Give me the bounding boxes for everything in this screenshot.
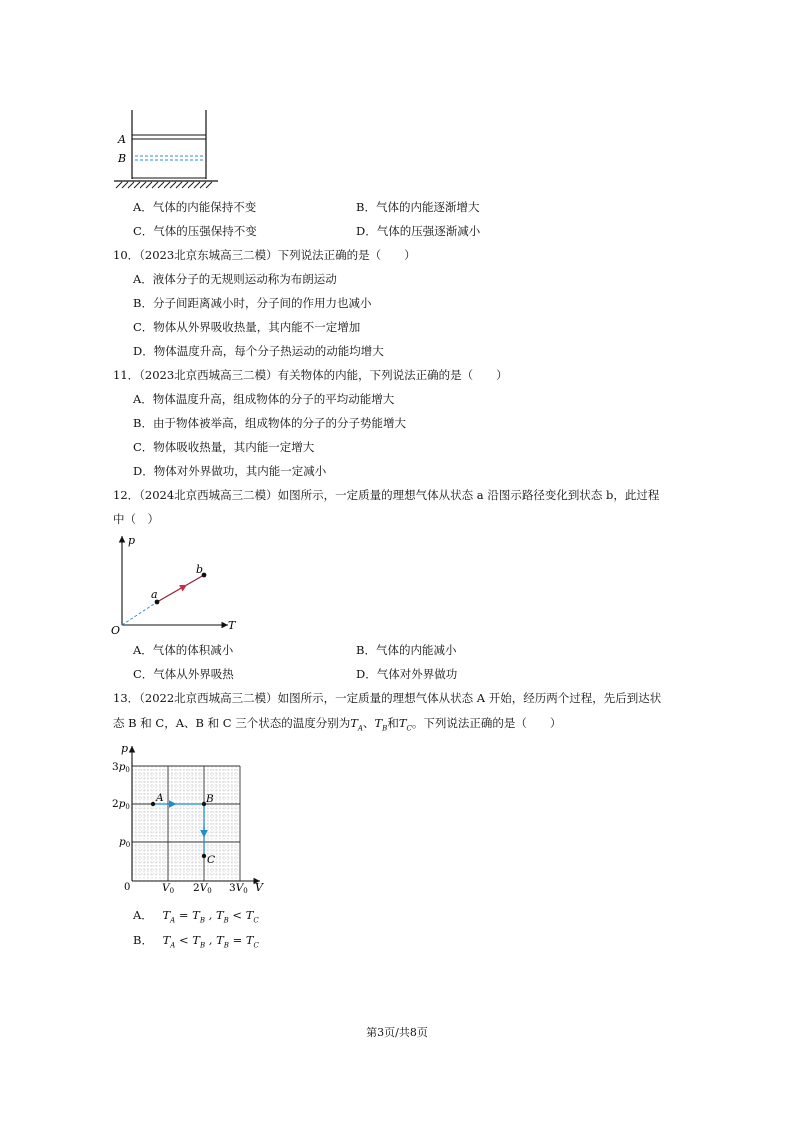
q13-option-b-expr: $T_A < T_B$ , $T_B = T_C$: [162, 933, 259, 950]
q10-stem: 10．（2023北京东城高三二模）下列说法正确的是（ ）: [113, 248, 416, 262]
q13-xtick-v0: V0: [162, 882, 175, 894]
q12-option-c: C．气体从外界吸热: [133, 667, 234, 681]
q13-stem-line1: 13．（2022北京西城高三二模）如图所示，一定质量的理想气体从状态 A 开始，经历两个过程，先后到达状: [113, 691, 662, 705]
q13-stem-line2-b: 。下列说法正确的是（ ）: [411, 716, 562, 730]
q9-label-b: B: [118, 152, 127, 165]
q10-option-c: C．物体从外界吸收热量，其内能不一定增加: [133, 320, 361, 334]
q12-origin: O: [111, 624, 121, 637]
q11-option-a: A．物体温度升高，组成物体的分子的平均动能增大: [133, 392, 395, 406]
q13-ytick-3p0: 3p0: [112, 761, 130, 774]
q13-axis-p: p: [121, 742, 129, 755]
q10-option-d: D．物体温度升高，每个分子热运动的动能均增大: [133, 344, 384, 358]
q13-option-b: [133, 935, 259, 949]
q12-pt-graph: [108, 532, 248, 638]
q12-option-d: D．气体对外界做功: [356, 667, 458, 681]
q11-stem: 11．（2023北京西城高三二模）有关物体的内能，下列说法正确的是（ ）: [113, 368, 508, 382]
q13-temp-tb: [374, 716, 388, 733]
q13-pv-graph: [112, 742, 268, 894]
q13-tc-t: T: [398, 716, 407, 730]
q11-option-b: B．由于物体被举高，组成物体的分子的分子势能增大: [133, 416, 406, 430]
q13-ytick-p0: p0: [119, 836, 131, 849]
q12-point-a: a: [151, 588, 158, 601]
q12-axis-t: T: [228, 619, 236, 632]
q13-xtick-3v0: 3V0: [229, 882, 248, 894]
q13-option-a-letter: A．: [133, 908, 153, 922]
q13-tb-t: T: [374, 716, 383, 730]
q13-point-c: C: [207, 854, 216, 866]
q13-stem-line2: [113, 718, 561, 732]
q13-and: 和: [387, 716, 399, 730]
q13-xtick-2v0: 2V0: [193, 882, 212, 894]
q13-option-b-letter: B．: [133, 933, 153, 947]
q12-stem-line2: 中（ ）: [113, 512, 159, 526]
q13-option-a: [133, 910, 259, 924]
q13-tb-sub: B: [382, 724, 388, 733]
q10-option-a: A．液体分子的无规则运动称为布朗运动: [133, 272, 337, 286]
q13-option-a-expr: $T_A = T_B$ , $T_B < T_C$: [162, 908, 259, 925]
q13-origin: 0: [124, 882, 131, 893]
q13-ta-t: T: [350, 716, 358, 730]
q13-temp-ta: [350, 716, 363, 733]
q12-option-a: A．气体的体积减小: [133, 643, 234, 657]
q13-ta-sub: A: [357, 724, 363, 733]
q13-tc-sub: C: [406, 724, 412, 733]
q11-option-c: C．物体吸收热量，其内能一定增大: [133, 440, 315, 454]
q12-stem-line1: 12．（2024北京西城高三二模）如图所示，一定质量的理想气体从状态 a 沿图示路径变化到状态 b，此过程: [113, 488, 660, 502]
q13-axis-v: V: [255, 881, 263, 894]
q13-sep: 、: [362, 716, 375, 730]
q13-stem-line2-a: 态 B 和 C，A、B 和 C 三个状态的温度分别为: [113, 716, 351, 730]
page-footer: 第3页/共8页: [366, 1026, 428, 1039]
q13-ytick-2p0: 2p0: [112, 798, 130, 811]
q9-option-a: A．气体的内能保持不变: [133, 200, 257, 214]
q10-option-b: B．分子间距离减小时，分子间的作用力也减小: [133, 296, 372, 310]
q13-point-b: B: [206, 793, 214, 805]
q12-point-b: b: [196, 563, 204, 576]
q13-temp-tc: [398, 716, 412, 733]
q9-label-a: A: [118, 133, 126, 146]
q9-option-c: C．气体的压强保持不变: [133, 224, 257, 238]
q12-option-b: B．气体的内能减小: [356, 643, 457, 657]
q12-axis-p: p: [128, 534, 136, 547]
q11-option-d: D．物体对外界做功，其内能一定减小: [133, 464, 327, 478]
q9-option-d: D．气体的压强逐渐减小: [356, 224, 481, 238]
q9-option-b: B．气体的内能逐渐增大: [356, 200, 480, 214]
q13-point-a: A: [156, 792, 164, 804]
q9-cylinder-figure: [110, 105, 220, 189]
